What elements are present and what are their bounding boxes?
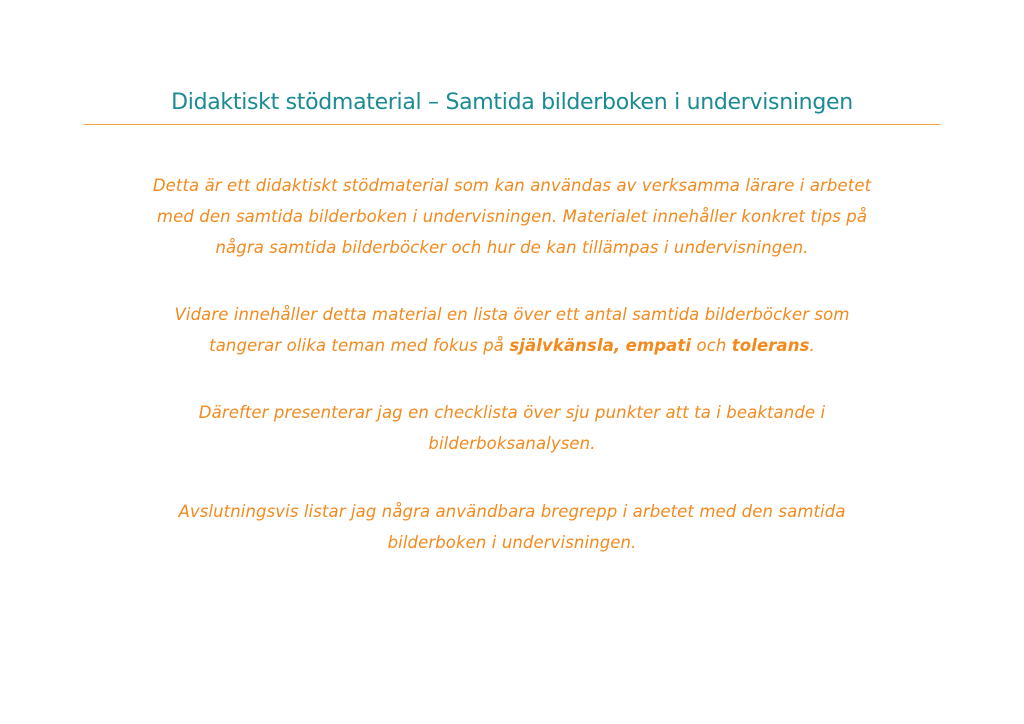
concepts-line-1: Avslutningsvis listar jag några användbara bregrepp i arbetet med den samtida — [178, 502, 846, 521]
document-title: Didaktiskt stödmaterial – Samtida bilderboken i undervisningen — [171, 90, 853, 115]
title-divider — [84, 124, 940, 125]
intro-paragraph — [80, 170, 944, 263]
themes-paragraph — [80, 299, 944, 361]
checklist-line-2: bilderboksanalysen. — [428, 434, 596, 453]
intro-line-3: några samtida bilderböcker och hur de kan tillämpas i undervisningen. — [215, 238, 809, 257]
checklist-paragraph — [80, 397, 944, 459]
concepts-line-2: bilderboken i undervisningen. — [387, 533, 637, 552]
concepts-paragraph — [80, 496, 944, 558]
themes-line-2 — [80, 330, 944, 361]
theme-separator-2: och — [691, 336, 732, 355]
themes-line-2-suffix: . — [809, 336, 815, 355]
theme-term-tolerance: tolerans — [731, 336, 810, 355]
checklist-line-1: Därefter presenterar jag en checklista över sju punkter att ta i beaktande i — [198, 403, 826, 422]
themes-line-2-prefix: tangerar olika teman med fokus på — [209, 336, 510, 355]
intro-line-2: med den samtida bilderboken i undervisningen. Materialet innehåller konkret tips på — [156, 207, 868, 226]
intro-line-1: Detta är ett didaktiskt stödmaterial som kan användas av verksamma lärare i arbetet — [152, 176, 872, 195]
theme-term-empathy: empati — [625, 336, 692, 355]
themes-line-1: Vidare innehåller detta material en lista över ett antal samtida bilderböcker som — [174, 305, 850, 324]
theme-term-self-esteem: självkänsla, — [509, 336, 621, 355]
